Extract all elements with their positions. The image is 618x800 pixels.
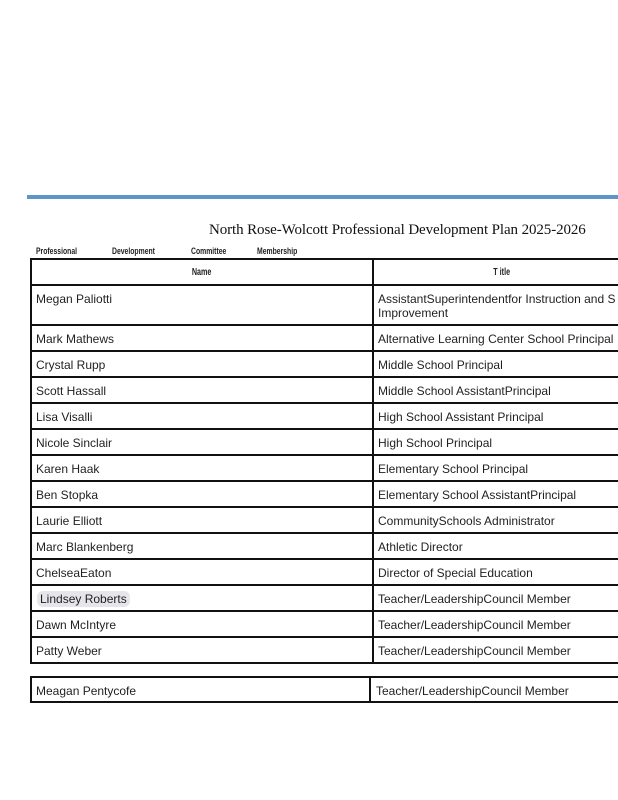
- table-row: [31, 481, 618, 507]
- name-cell: [31, 507, 373, 533]
- table-row: [31, 285, 618, 325]
- subheading-word-membership: Membership: [257, 246, 298, 257]
- title-text: CommunitySchools Administrator: [378, 514, 555, 528]
- name-cell: [31, 559, 373, 585]
- table-row: [31, 559, 618, 585]
- name-text: Laurie Elliott: [36, 514, 103, 528]
- title-text: Middle School Principal: [378, 358, 503, 372]
- document-title: North Rose-Wolcott Professional Development Plan 2025-2026: [209, 222, 586, 238]
- table-row: [31, 611, 618, 637]
- table-row: [31, 455, 618, 481]
- header-rule: [27, 195, 618, 199]
- name-cell: [31, 325, 373, 351]
- name-cell: [31, 637, 373, 663]
- name-cell: [31, 351, 373, 377]
- name-text: Nicole Sinclair: [36, 436, 113, 450]
- name-cell: [31, 677, 370, 702]
- name-cell: [31, 611, 373, 637]
- title-cell: [373, 351, 618, 377]
- name-cell: [31, 533, 373, 559]
- name-text: Meagan Pentycofe: [36, 684, 137, 698]
- title-text: Teacher/LeadershipCouncil Member: [378, 618, 571, 632]
- title-text: Teacher/LeadershipCouncil Member: [378, 592, 571, 606]
- title-cell: [373, 585, 618, 611]
- table-row: [31, 533, 618, 559]
- title-cell: [373, 637, 618, 663]
- title-text: Teacher/LeadershipCouncil Member: [378, 644, 571, 658]
- column-header-name-label: Name: [192, 266, 212, 278]
- title-cell: [373, 429, 618, 455]
- title-cell: [373, 533, 618, 559]
- title-cell: [373, 325, 618, 351]
- title-text: Teacher/LeadershipCouncil Member: [376, 684, 569, 698]
- name-text-highlighted: Lindsey Roberts: [37, 591, 130, 607]
- name-cell: [31, 585, 373, 611]
- name-text: Marc Blankenberg: [36, 540, 134, 554]
- name-cell: [31, 285, 373, 325]
- title-text: Alternative Learning Center School Principal: [378, 332, 614, 346]
- name-text: Lisa Visalli: [36, 410, 93, 424]
- name-cell: [31, 429, 373, 455]
- title-text: Director of Special Education: [378, 566, 533, 580]
- title-text: Elementary School AssistantPrincipal: [378, 488, 577, 502]
- table-row: [31, 377, 618, 403]
- title-cell: [373, 377, 618, 403]
- title-text: Elementary School Principal: [378, 462, 529, 476]
- title-text: Athletic Director: [378, 540, 463, 554]
- table-header-row: [31, 259, 618, 285]
- title-cell: [373, 559, 618, 585]
- name-text: Karen Haak: [36, 462, 100, 476]
- table-row: [31, 507, 618, 533]
- title-cell: [373, 403, 618, 429]
- title-cell: [373, 285, 618, 325]
- title-text: High School Principal: [378, 436, 493, 450]
- table-row: [31, 429, 618, 455]
- column-header-name: [31, 259, 373, 285]
- table-row: [31, 403, 618, 429]
- name-cell: [31, 377, 373, 403]
- title-cell: [370, 677, 618, 702]
- name-text: Mark Mathews: [36, 332, 115, 346]
- column-header-title: [373, 259, 618, 285]
- subheading-word-professional: Professional: [36, 246, 78, 257]
- name-text: ChelseaEaton: [36, 566, 112, 580]
- table-row: [31, 677, 618, 702]
- title-text: Middle School AssistantPrincipal: [378, 384, 551, 398]
- committee-table: [30, 258, 618, 664]
- subheading-word-committee: Committee: [191, 246, 227, 257]
- title-text: High School Assistant Principal: [378, 410, 544, 424]
- name-text: Megan Paliotti: [36, 292, 113, 306]
- table-row: [31, 325, 618, 351]
- title-cell: [373, 507, 618, 533]
- name-cell: [31, 403, 373, 429]
- column-header-title-label: T itle: [493, 266, 511, 278]
- committee-table-continued: [30, 676, 618, 703]
- name-text: Crystal Rupp: [36, 358, 106, 372]
- name-text: Ben Stopka: [36, 488, 99, 502]
- table-row: [31, 351, 618, 377]
- table-row: [31, 637, 618, 663]
- title-cell: [373, 481, 618, 507]
- name-cell: [31, 455, 373, 481]
- title-cell: [373, 611, 618, 637]
- name-text: Dawn McIntyre: [36, 618, 117, 632]
- name-text: Scott Hassall: [36, 384, 107, 398]
- name-text: Patty Weber: [36, 644, 102, 658]
- title-cell: [373, 455, 618, 481]
- title-text: AssistantSuperintendentfor Instruction and S Improvement: [378, 292, 616, 320]
- table-row: [31, 585, 618, 611]
- name-cell: [31, 481, 373, 507]
- subheading-word-development: Development: [112, 246, 155, 257]
